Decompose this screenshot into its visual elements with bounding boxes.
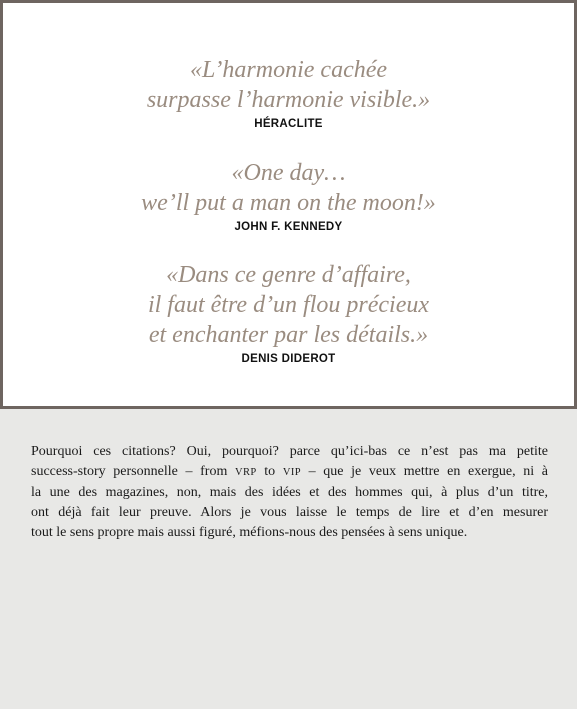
body-paragraph xyxy=(31,442,548,543)
quote-line: il faut être d’un flou précieux xyxy=(147,292,430,318)
quote-line: «Dans ce genre d’affaire, xyxy=(166,262,411,288)
small-caps-vip: VIP xyxy=(282,467,301,478)
body-line: ont déjà fait leur preuve. Alors je vous laisse le temps de lire et d’en mesurer xyxy=(31,505,548,520)
body-text-segment: – que je veux mettre en exergue, ni à xyxy=(300,464,548,479)
body-line: tout le sens propre mais aussi figuré, méfions-nous des pensées à sens unique. xyxy=(31,525,468,540)
quote-line: surpasse l’harmonie visible.» xyxy=(146,87,431,113)
quote-line: «L’harmonie cachée xyxy=(189,57,388,83)
quote-line: we’ll put a man on the moon!» xyxy=(141,190,436,216)
body-line: Pourquoi ces citations? Oui, pourquoi? parce qu’ici-bas ce n’est pas ma petite xyxy=(31,444,548,459)
body-line: la une des magazines, non, mais des idées et des hommes qui, à plus d’un titre, xyxy=(31,485,548,500)
small-caps-vrp: VRP xyxy=(235,467,257,478)
body-text-segment: success-story personnelle – from xyxy=(31,464,235,479)
quote-author: DENIS DIDEROT xyxy=(241,353,336,365)
quote-line: et enchanter par les détails.» xyxy=(148,322,429,348)
quote-line: «One day… xyxy=(231,160,346,186)
body-line xyxy=(31,462,548,483)
quote-kennedy xyxy=(3,158,574,235)
quote-author: JOHN F. KENNEDY xyxy=(234,221,343,233)
quote-diderot xyxy=(3,260,574,367)
body-text-segment: to xyxy=(256,464,283,479)
quote-author: HÉRACLITE xyxy=(254,118,323,130)
quote-heraclite xyxy=(3,55,574,132)
